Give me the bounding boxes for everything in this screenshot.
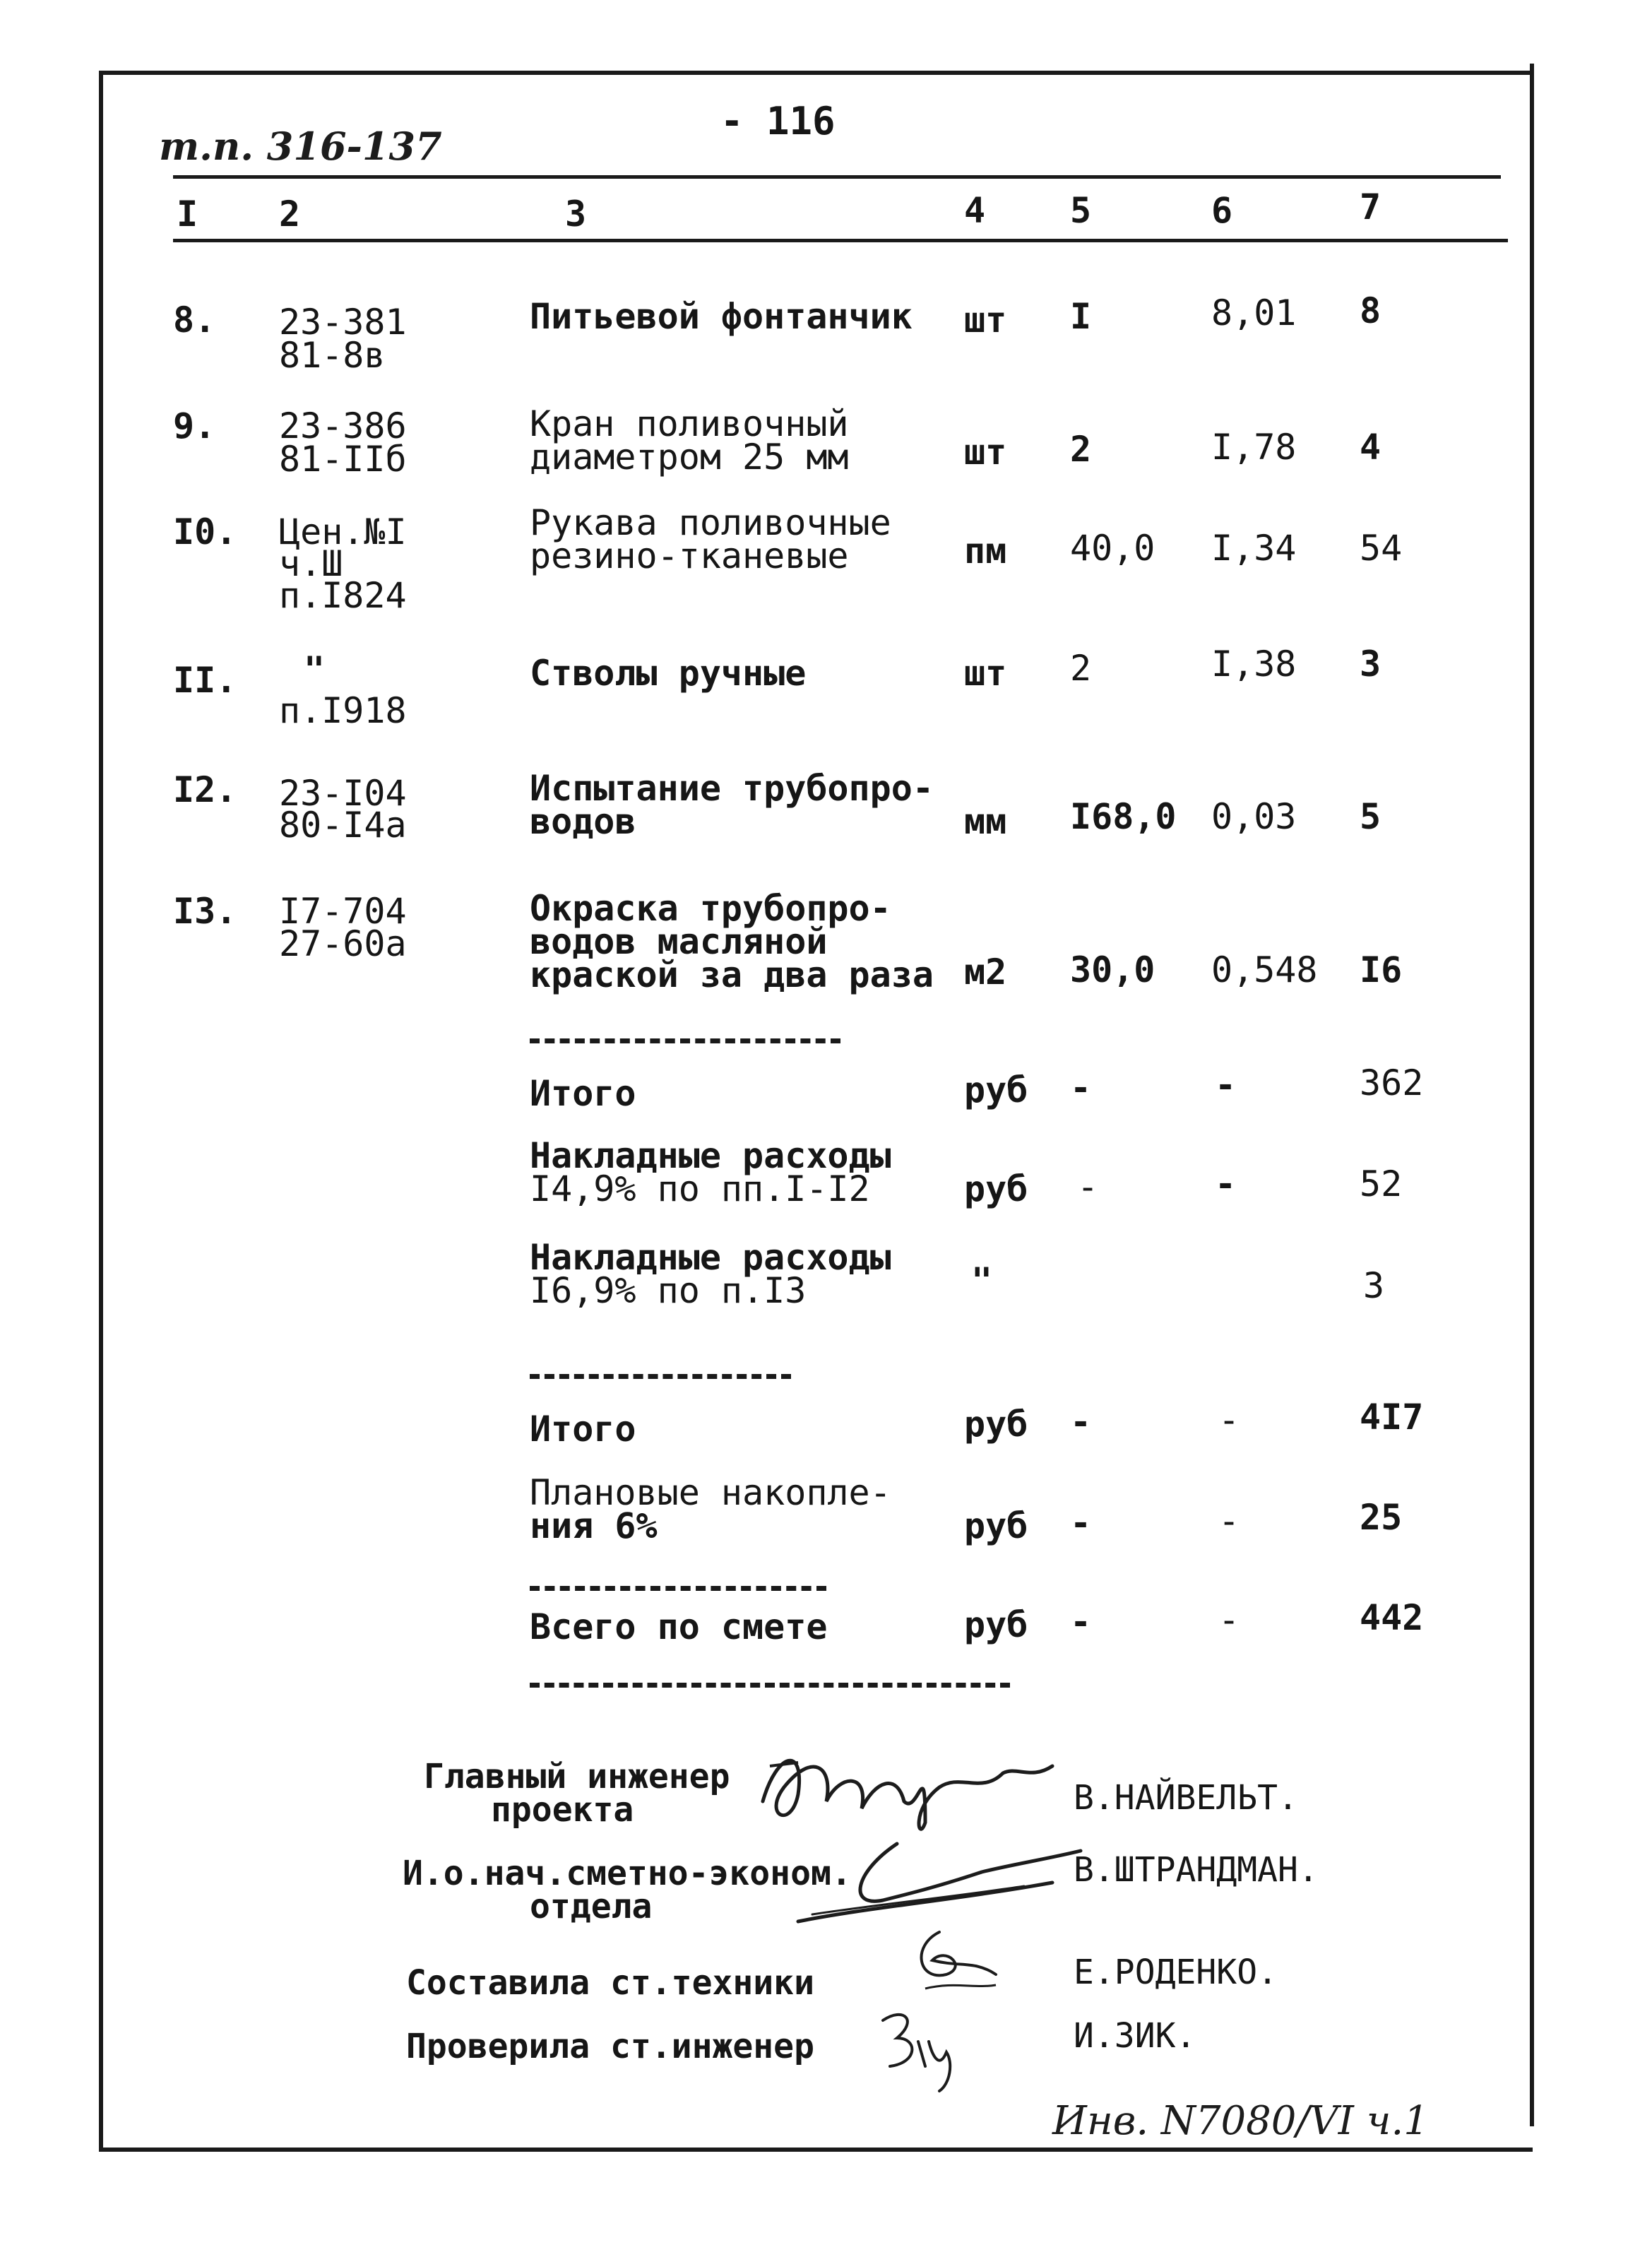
- table-row-name: водов: [530, 801, 636, 842]
- table-row-number: II.: [173, 660, 237, 701]
- table-row-number: 9.: [173, 405, 216, 446]
- table-row-qty: 2: [1070, 648, 1092, 689]
- table-row-number: 8.: [173, 300, 216, 340]
- dash-separator: [530, 1038, 840, 1043]
- table-row-unit: шт: [964, 300, 1007, 340]
- dash-separator: [530, 1683, 1010, 1688]
- grand-total-unit: руб: [964, 1604, 1028, 1645]
- frame-top: [99, 71, 1533, 75]
- handwritten-signature-1: [749, 1724, 1059, 1844]
- dash-separator: [530, 1586, 826, 1591]
- grand-total-price: -: [1218, 1599, 1240, 1640]
- table-row-name: Кран поливочный: [530, 403, 849, 444]
- totals-qty: -: [1070, 1067, 1092, 1108]
- table-row-name: резино-тканевые: [530, 535, 849, 576]
- table-row-unit: мм: [964, 801, 1007, 842]
- totals-price: -: [1218, 1500, 1240, 1541]
- totals-label: Итого: [530, 1073, 636, 1114]
- totals-value: 3: [1363, 1265, 1385, 1306]
- table-row-name: Окраска трубопро-: [530, 888, 891, 929]
- grand-total-qty: -: [1070, 1601, 1092, 1642]
- handwritten-signature-3: [897, 1918, 1010, 2003]
- table-row-price: 0,03: [1211, 796, 1297, 837]
- totals-value: 52: [1360, 1163, 1403, 1204]
- signature-name: В.ШТРАНДМАН.: [1074, 1850, 1319, 1890]
- table-row-code: ч.Ш: [279, 543, 343, 584]
- table-row-price: I,34: [1211, 528, 1297, 569]
- table-row-code: п.I918: [279, 690, 407, 731]
- table-row-name: краской за два раза: [530, 954, 934, 995]
- table-row-total: 54: [1360, 528, 1403, 569]
- totals-label: I4,9% по пп.I-I2: [530, 1168, 870, 1209]
- table-row-number: I3.: [173, 891, 237, 932]
- table-row-price: I,78: [1211, 427, 1297, 468]
- table-row-qty: 2: [1070, 429, 1092, 470]
- dash-separator: [530, 1374, 791, 1379]
- table-row-total: 8: [1360, 290, 1381, 331]
- table-row-code: I7-704: [279, 891, 407, 932]
- table-row-qty: 40,0: [1070, 528, 1155, 569]
- totals-unit: ": [971, 1260, 993, 1301]
- header-rule-top: [173, 175, 1501, 179]
- signature-role: Составила ст.техники: [406, 1963, 814, 2003]
- frame-left: [99, 71, 103, 2151]
- table-row-code: п.I824: [279, 575, 407, 616]
- table-row-unit: шт: [964, 432, 1007, 473]
- table-row-qty: I: [1070, 296, 1092, 337]
- table-row-price: 8,01: [1211, 292, 1297, 333]
- totals-price: -: [1215, 1163, 1237, 1204]
- inventory-note: Инв. N7080/VI ч.1: [1052, 2098, 1429, 2144]
- column-header-1: I: [177, 194, 198, 235]
- signature-name: В.НАЙВЕЛЬТ.: [1074, 1778, 1298, 1818]
- handwritten-signature-4: [869, 1999, 968, 2098]
- table-row-name: Рукава поливочные: [530, 502, 891, 543]
- table-row-total: I6: [1360, 949, 1403, 990]
- totals-value: 4I7: [1360, 1397, 1424, 1438]
- totals-price: -: [1215, 1065, 1237, 1106]
- totals-label: ния 6%: [530, 1505, 658, 1546]
- signature-role: Проверила ст.инженер: [406, 2027, 814, 2066]
- totals-price: -: [1218, 1399, 1240, 1440]
- page-number: - 116: [720, 99, 836, 143]
- table-row-name: Стволы ручные: [530, 653, 807, 694]
- table-row-code: 23-I04: [279, 773, 407, 814]
- totals-qty: -: [1070, 1402, 1092, 1443]
- column-header-4: 4: [964, 190, 986, 231]
- table-row-code: 81-8в: [279, 335, 386, 376]
- table-row-number: I0.: [173, 511, 237, 552]
- table-row-code: 27-60а: [279, 923, 407, 964]
- table-row-price: I,38: [1211, 644, 1297, 685]
- table-row-code: 23-381: [279, 302, 407, 343]
- column-header-3: 3: [565, 194, 587, 235]
- totals-qty: -: [1077, 1166, 1099, 1207]
- table-row-unit: пм: [964, 531, 1007, 571]
- totals-unit: руб: [964, 1168, 1028, 1209]
- column-header-6: 6: [1211, 190, 1233, 231]
- column-header-7: 7: [1360, 186, 1381, 227]
- totals-label: Накладные расходы: [530, 1135, 891, 1176]
- totals-unit: руб: [964, 1505, 1028, 1546]
- table-row-code: 80-I4а: [279, 805, 407, 846]
- table-row-unit: м2: [964, 952, 1007, 993]
- table-row-total: 5: [1360, 796, 1381, 837]
- table-row-name: водов масляной: [530, 921, 828, 962]
- grand-total-value: 442: [1360, 1597, 1424, 1638]
- frame-bottom: [99, 2148, 1533, 2152]
- frame-right: [1530, 64, 1534, 2126]
- table-row-name: Испытание трубопро-: [530, 768, 934, 809]
- totals-unit: руб: [964, 1404, 1028, 1445]
- totals-label: Плановые накопле-: [530, 1472, 891, 1513]
- table-row-number: I2.: [173, 769, 237, 810]
- totals-qty: -: [1070, 1503, 1092, 1544]
- signature-role: Главный инженер: [424, 1757, 730, 1796]
- totals-value: 362: [1360, 1062, 1424, 1103]
- column-header-5: 5: [1070, 190, 1092, 231]
- table-row-qty: I68,0: [1070, 796, 1177, 837]
- signature-role: проекта: [491, 1790, 634, 1830]
- table-row-unit: шт: [964, 653, 1007, 694]
- totals-label: Итого: [530, 1409, 636, 1450]
- header-rule-bottom: [173, 239, 1508, 242]
- table-row-total: 4: [1360, 427, 1381, 468]
- signature-role: И.о.нач.сметно-эконом.: [403, 1854, 852, 1893]
- table-row-code: 81-IIб: [279, 439, 407, 480]
- table-row-price: 0,548: [1211, 949, 1318, 990]
- signature-role: отдела: [530, 1887, 653, 1926]
- table-row-code: Цен.№I: [279, 511, 407, 552]
- grand-total-label: Всего по смете: [530, 1606, 828, 1647]
- table-row-code: 23-386: [279, 405, 407, 446]
- table-row-total: 3: [1360, 644, 1381, 685]
- signature-name: И.ЗИК.: [1074, 2016, 1196, 2056]
- totals-label: Накладные расходы: [530, 1237, 891, 1278]
- totals-label: I6,9% по п.I3: [530, 1270, 807, 1311]
- column-header-2: 2: [279, 194, 301, 235]
- doc-reference: т.п. 316-137: [159, 124, 442, 169]
- totals-unit: руб: [964, 1070, 1028, 1110]
- totals-value: 25: [1360, 1497, 1403, 1538]
- signature-name: Е.РОДЕНКО.: [1074, 1953, 1278, 1992]
- table-row-name: Питьевой фонтанчик: [530, 296, 913, 337]
- table-row-name: диаметром 25 мм: [530, 437, 849, 478]
- table-row-qty: 30,0: [1070, 949, 1155, 990]
- table-row-code: ": [304, 649, 326, 690]
